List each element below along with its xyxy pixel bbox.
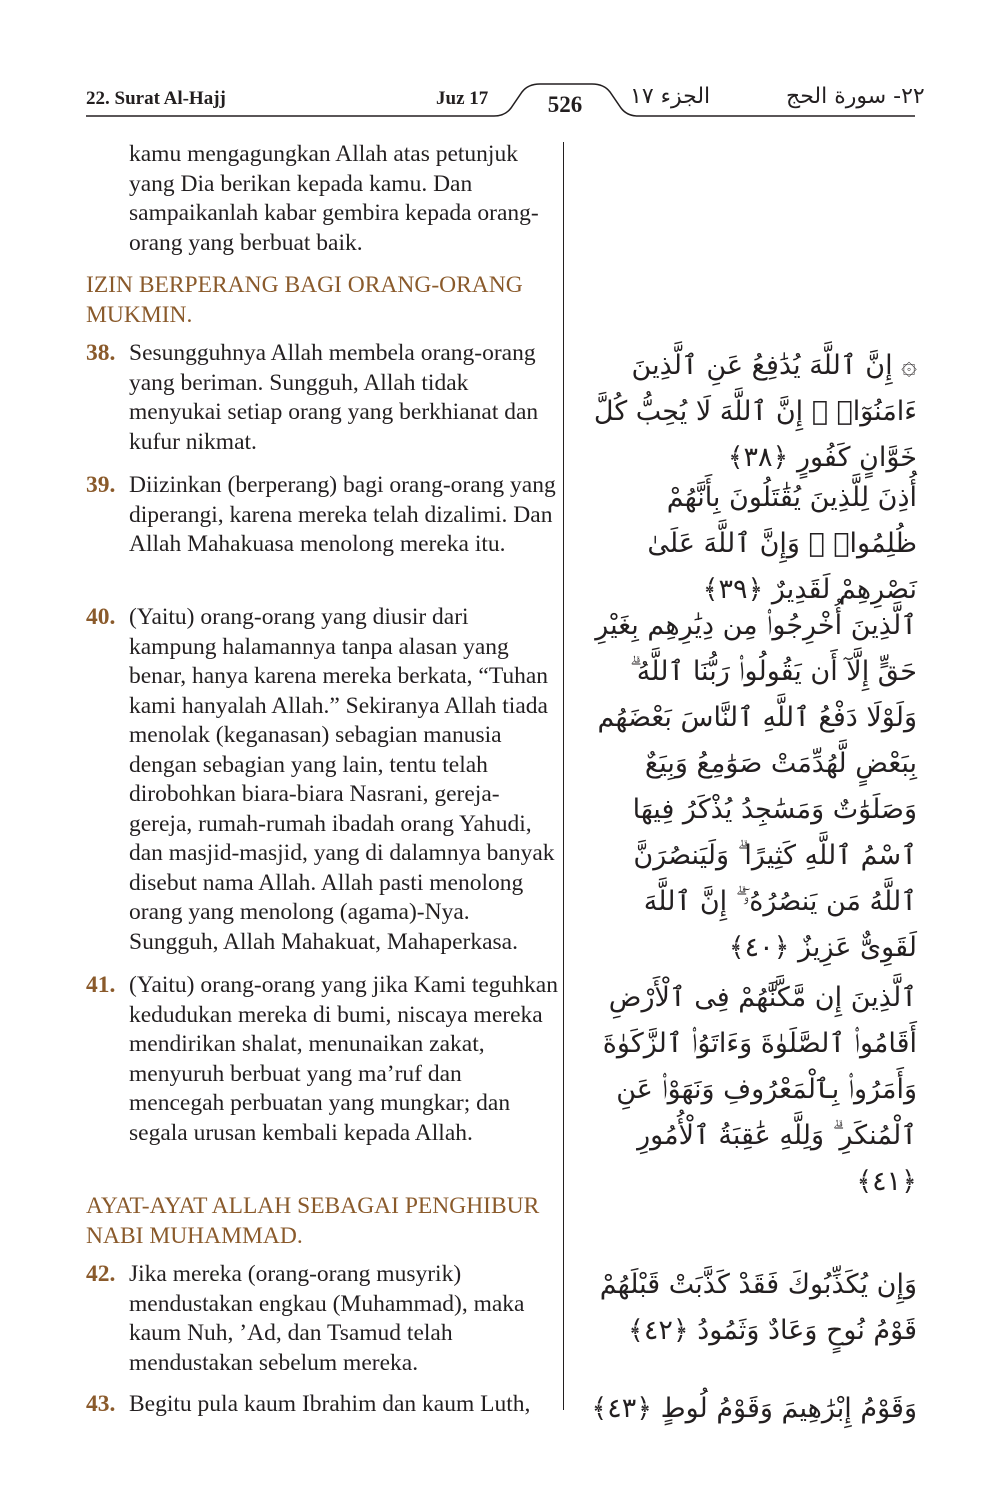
verse-41 xyxy=(86,971,560,1148)
verse-40 xyxy=(86,603,560,957)
surah-title-latin: 22. Surat Al-Hajj xyxy=(86,88,226,109)
verse-translation: (Yaitu) orang-orang yang jika Kami teguhkan kedudukan mereka di bumi, niscaya mereka mendirikan shalat, menunaikan zakat, menyuruh berbuat yang ma’ruf dan mencegah perbuatan yang mungkar; dan segala urusan kembali kepada Allah. xyxy=(129,972,558,1146)
column-divider xyxy=(563,142,564,1410)
verse-number: 40. xyxy=(86,604,116,630)
verse-39-arabic: أُذِنَ لِلَّذِينَ يُقَٰتَلُونَ بِأَنَّهُمْ ظُلِمُوا۟ ۚ وَإِنَّ ٱللَّهَ عَلَىٰ نَصْرِهِمْ لَقَدِيرٌ ﴿٣٩﴾ xyxy=(647,482,917,605)
section-heading: IZIN BERPERANG BAGI ORANG-ORANG MUKMIN. xyxy=(86,272,523,328)
verse-translation: (Yaitu) orang-orang yang diusir dari kampung halamannya tanpa alasan yang benar, hanya karena mereka berkata, “Tuhan kami hanyalah Allah.” Sekiranya Allah tiada menolak (keganasan) sebagian manusia dengan sebagian yang lain, tentu telah dirobohkan biara-biara Nasrani, gereja-gereja, rumah-rumah ibadah orang Yahudi, dan masjid-masjid, yang di dalamnya banyak disebut nama Allah. Allah pasti menolong orang yang menolong (agama)-Nya. Sungguh, Allah Mahakuat, Mahaperkasa. xyxy=(129,604,555,955)
verse-translation: Sesungguhnya Allah membela orang-orang yang beriman. Sungguh, Allah tidak menyukai setiap orang yang berkhianat dan kufur nikmat. xyxy=(129,340,539,455)
intro-paragraph: kamu mengagungkan Allah atas petunjuk yang Dia berikan kepada kamu. Dan sampaikanlah kabar gembira kepada orang-orang yang berbuat baik. xyxy=(129,141,539,256)
verse-number: 38. xyxy=(86,340,116,366)
verse-43-arabic: وَقَوْمُ إِبْرَٰهِيمَ وَقَوْمُ لُوطٍ ﴿٤٣﴾ xyxy=(591,1393,917,1424)
page-header xyxy=(0,0,1000,130)
verse-43 xyxy=(86,1390,560,1420)
surah-title-arabic: ٢٢- سورة الحج xyxy=(786,84,925,109)
juz-label-latin: Juz 17 xyxy=(436,88,489,109)
verse-40-arabic: ٱلَّذِينَ أُخْرِجُوا۟ مِن دِيَٰرِهِم بِغَيْرِ حَقٍّ إِلَّآ أَن يَقُولُوا۟ رَبُّنَا ٱللَّهُ ۗ وَلَوْلَا دَفْعُ ٱللَّهِ ٱلنَّاسَ بَعْضَهُم بِبَعْضٍ لَّهُدِّمَتْ صَوَٰمِعُ وَبِيَعٌ وَصَلَوَٰتٌ وَمَسَٰجِدُ يُذْكَرُ فِيهَا ٱسْمُ ٱللَّهِ كَثِيرًا ۗ وَلَيَنصُرَنَّ ٱللَّهُ مَن يَنصُرُهُۥٓ ۗ إِنَّ ٱللَّهَ لَقَوِىٌّ عَزِيزٌ ﴿٤٠﴾ xyxy=(595,610,917,963)
verse-number: 42. xyxy=(86,1261,116,1287)
verse-translation: Diizinkan (berperang) bagi orang-orang yang diperangi, karena mereka telah dizalimi. Dan Allah Mahakuasa menolong mereka itu. xyxy=(129,472,556,557)
verse-39 xyxy=(86,471,560,560)
verse-38-arabic: ۞ إِنَّ ٱللَّهَ يُدَٰفِعُ عَنِ ٱلَّذِينَ ءَامَنُوٓا۟ ۗ إِنَّ ٱللَّهَ لَا يُحِبُّ كُلَّ خَوَّانٍ كَفُورٍ ﴿٣٨﴾ xyxy=(593,350,917,473)
verse-number: 43. xyxy=(86,1391,116,1417)
page-number: 526 xyxy=(547,92,583,117)
verse-41-arabic: ٱلَّذِينَ إِن مَّكَّنَّٰهُمْ فِى ٱلْأَرْضِ أَقَامُوا۟ ٱلصَّلَوٰةَ وَءَاتَوُا۟ ٱلزَّكَوٰةَ وَأَمَرُوا۟ بِٱلْمَعْرُوفِ وَنَهَوْا۟ عَنِ ٱلْمُنكَرِ ۗ وَلِلَّهِ عَٰقِبَةُ ٱلْأُمُورِ ﴿٤١﴾ xyxy=(602,982,917,1197)
section-heading: AYAT-AYAT ALLAH SEBAGAI PENGHIBUR NABI MUHAMMAD. xyxy=(86,1193,540,1249)
verse-number: 39. xyxy=(86,472,116,498)
header-rule xyxy=(0,0,1000,130)
verse-translation: Begitu pula kaum Ibrahim dan kaum Luth, xyxy=(129,1391,531,1417)
juz-label-arabic: الجزء ١٧ xyxy=(630,84,711,109)
verse-translation: Jika mereka (orang-orang musyrik) mendustakan engkau (Muhammad), maka kaum Nuh, ’Ad, dan Tsamud telah mendustakan sebelum mereka. xyxy=(129,1261,525,1376)
verse-42 xyxy=(86,1260,560,1378)
verse-number: 41. xyxy=(86,972,116,998)
verse-42-arabic: وَإِن يُكَذِّبُوكَ فَقَدْ كَذَّبَتْ قَبْلَهُمْ قَوْمُ نُوحٍ وَعَادٌ وَثَمُودُ ﴿٤٢﴾ xyxy=(599,1269,917,1346)
verse-38 xyxy=(86,339,560,457)
